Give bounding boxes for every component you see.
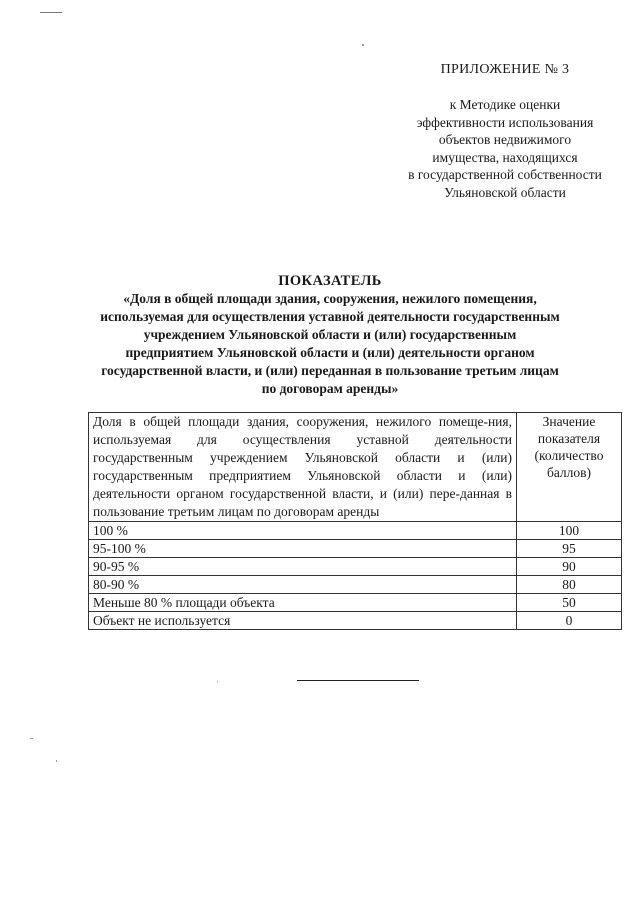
- heading-line: «Доля в общей площади здания, сооружения, нежилого помещения,: [123, 291, 537, 306]
- row-label-cell: 95-100 %: [89, 540, 517, 558]
- table-row: [89, 594, 622, 612]
- signature-line: [297, 680, 419, 681]
- scan-speck: [362, 44, 364, 46]
- scan-corner-mark: [40, 12, 62, 13]
- heading-line: государственной власти, и (или) переданная в пользование третьим лицам: [101, 363, 559, 378]
- indicator-table: [88, 412, 622, 630]
- row-label-cell: Объект не используется: [89, 612, 517, 630]
- header-value-cell: Значение показателя (количество баллов): [517, 413, 622, 522]
- appendix-line: к Методике оценки: [449, 97, 561, 112]
- heading-line: учреждением Ульяновской области и (или) государственным: [143, 327, 517, 342]
- row-value-cell: 90: [517, 558, 622, 576]
- heading-line: предприятием Ульяновской области и (или) деятельности органом: [125, 345, 535, 360]
- row-label-cell: 80-90 %: [89, 576, 517, 594]
- heading-line: используемая для осуществления уставной деятельности государственным: [100, 309, 560, 324]
- heading-title: ПОКАЗАТЕЛЬ: [278, 273, 382, 289]
- appendix-block: [380, 62, 630, 201]
- table-row: [89, 576, 622, 594]
- appendix-line: Ульяновской области: [444, 184, 566, 200]
- row-value-cell: 50: [517, 594, 622, 612]
- table-row: [89, 522, 622, 540]
- table-row: [89, 612, 622, 630]
- appendix-line: имущества, находящихся: [432, 149, 578, 165]
- header-description-cell: Доля в общей площади здания, сооружения, нежилого помеще-ния, используемая для осуществления уставной деятельности государственным учреждением Ульяновской области и (или) государственным предприятием Ульяновской области и (или) деятельности органом государственной власти, и (или) пере-данная в пользование третьим лицам по договорам аренды: [89, 413, 517, 522]
- scan-mark: ˌ: [216, 672, 220, 683]
- appendix-line: эффективности использования: [416, 114, 594, 130]
- appendix-line: в государственной собственности: [408, 167, 602, 182]
- row-label-cell: 100 %: [89, 522, 517, 540]
- appendix-title: ПРИЛОЖЕНИЕ № 3: [440, 62, 570, 77]
- table-header-row: [89, 413, 622, 522]
- scan-speck: [30, 738, 33, 739]
- indicator-heading: [80, 272, 580, 398]
- table-row: [89, 558, 622, 576]
- row-value-cell: 95: [517, 540, 622, 558]
- row-label-cell: Меньше 80 % площади объекта: [89, 594, 517, 612]
- row-label-cell: 90-95 %: [89, 558, 517, 576]
- heading-line: по договорам аренды»: [261, 381, 399, 396]
- row-value-cell: 80: [517, 576, 622, 594]
- scan-speck: [56, 760, 57, 762]
- table-row: [89, 540, 622, 558]
- appendix-line: объектов недвижимого: [438, 132, 572, 147]
- row-value-cell: 100: [517, 522, 622, 540]
- row-value-cell: 0: [517, 612, 622, 630]
